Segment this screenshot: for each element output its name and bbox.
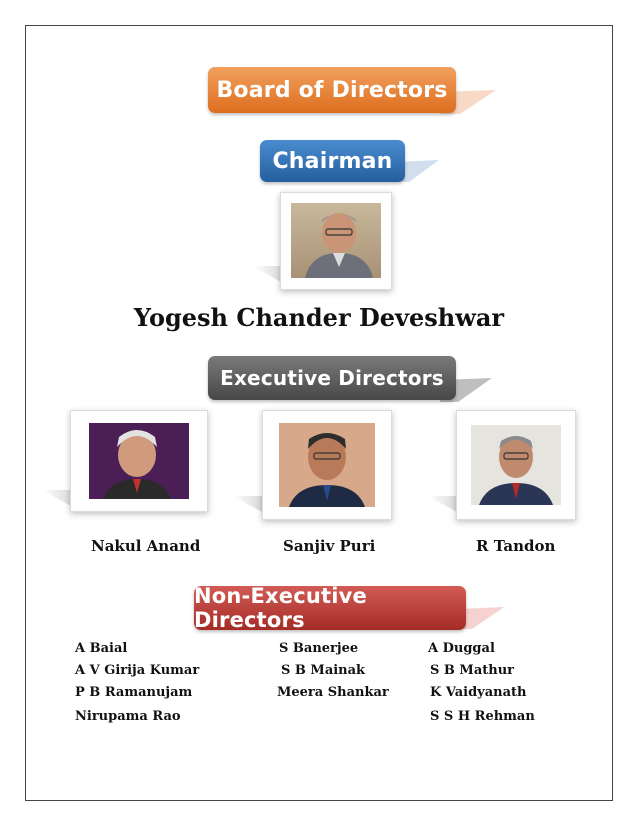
portrait-icon (471, 425, 561, 505)
nonexec-name: K Vaidyanath (430, 685, 527, 700)
nonexec-name: A V Girija Kumar (75, 663, 200, 678)
nonexec-name: Nirupama Rao (75, 709, 181, 724)
nonexec-name: S Banerjee (279, 641, 359, 656)
nonexec-name: S B Mathur (430, 663, 514, 678)
banner-executive-directors (208, 356, 456, 400)
nonexec-name: A Duggal (428, 641, 495, 656)
banner-executive-label: Executive Directors (220, 366, 444, 390)
exec-name-2: Sanjiv Puri (283, 537, 376, 555)
nonexec-name: S S H Rehman (430, 709, 535, 724)
exec-name-1: Nakul Anand (91, 537, 201, 555)
portrait-icon (291, 203, 381, 278)
banner-non-executive-label: Non-Executive Directors (194, 584, 367, 632)
nonexec-name: S B Mainak (281, 663, 366, 678)
nonexec-name: A Baial (75, 641, 128, 656)
exec-photo-frame-2 (262, 410, 392, 520)
banner-chairman-label: Chairman (272, 148, 393, 174)
exec-photo-frame-3 (456, 410, 576, 520)
exec-photo-3 (471, 425, 561, 505)
portrait-icon (89, 423, 189, 499)
portrait-icon (279, 423, 375, 507)
exec-photo-frame-1 (70, 410, 208, 512)
banner-non-executive-directors (194, 586, 466, 630)
exec-photo-2 (279, 423, 375, 507)
chairman-photo (291, 203, 381, 278)
exec-photo-1 (89, 423, 189, 499)
banner-board-label: Board of Directors (216, 77, 448, 103)
chairman-photo-frame (280, 192, 392, 290)
banner-chairman (260, 140, 405, 182)
banner-board-of-directors (208, 67, 456, 113)
exec-name-3: R Tandon (476, 537, 556, 555)
chairman-name: Yogesh Chander Deveshwar (133, 303, 505, 332)
nonexec-name: P B Ramanujam (75, 685, 193, 700)
nonexec-name: Meera Shankar (277, 685, 389, 700)
